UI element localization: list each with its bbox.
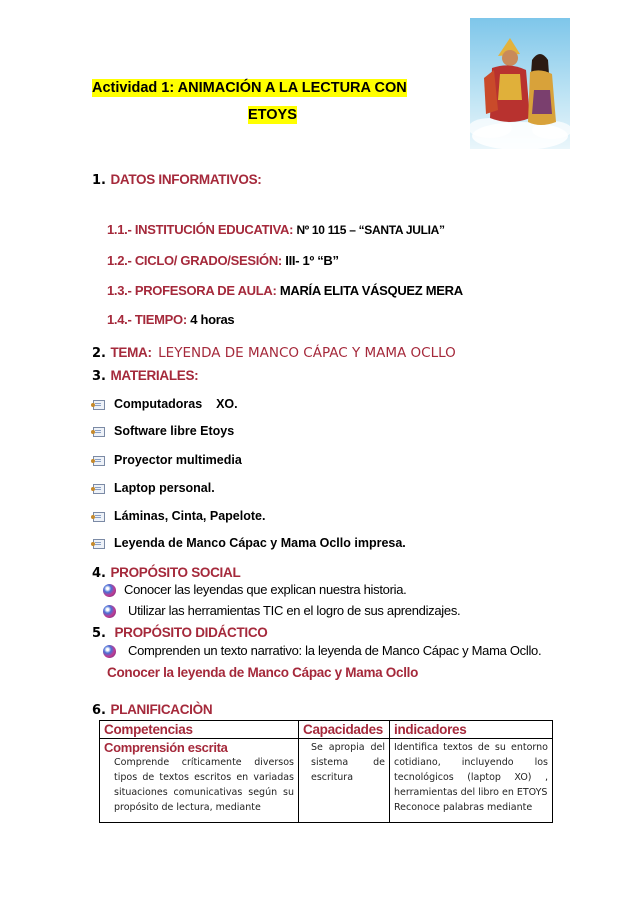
material-text: Laptop personal.: [114, 481, 215, 495]
table-header-row: [100, 721, 553, 739]
section-proposito-didactico: [92, 624, 268, 642]
list-item: [92, 453, 242, 467]
bullet-icon: [92, 399, 105, 410]
title-line-1: Actividad 1: ANIMACIÓN A LA LECTURA CON: [92, 80, 407, 96]
ciclo-row: [107, 253, 339, 268]
institucion-value: Nº 10 115 – “SANTA JULIA”: [296, 223, 445, 237]
list-item: [92, 536, 406, 550]
tema-value: LEYENDA DE MANCO CÁPAC Y MAMA OCLLO: [158, 345, 456, 361]
material-text: Software libre Etoys: [114, 424, 235, 438]
cell-competencia: [100, 739, 299, 823]
section-number: 2.: [92, 346, 106, 361]
institucion-row: [107, 222, 445, 237]
list-item: [92, 424, 234, 438]
cell-capacidad: [299, 739, 390, 823]
tema-label: TEMA:: [110, 345, 152, 360]
materiales-label: MATERIALES:: [110, 368, 199, 383]
didactico-label: PROPÓSITO DIDÁCTICO: [114, 625, 268, 640]
section-number: 6.: [92, 703, 106, 718]
globe-bullet-icon: [103, 645, 116, 658]
section-proposito-social: [92, 564, 240, 582]
list-item: [103, 582, 406, 597]
material-text: Proyector multimedia: [114, 453, 242, 467]
profesora-row: [107, 283, 463, 298]
list-item: [92, 481, 215, 495]
social-text: Conocer las leyendas que explican nuestra historia.: [124, 582, 407, 597]
section-number: 4.: [92, 566, 106, 581]
tiempo-value: 4 horas: [190, 312, 235, 327]
bullet-icon: [92, 426, 105, 437]
social-label: PROPÓSITO SOCIAL: [110, 565, 241, 580]
cell-indicadores: [390, 739, 553, 823]
capacidad-text: Se apropia del sistema de escritura: [311, 742, 385, 783]
competencia-title: Comprensión escrita: [104, 740, 228, 755]
list-item: [103, 603, 460, 618]
bullet-icon: [92, 455, 105, 466]
indicador-text-2: Reconoce palabras mediante: [394, 802, 533, 813]
institucion-label: 1.1.- INSTITUCIÓN EDUCATIVA:: [107, 222, 294, 237]
section-datos-informativos: [92, 171, 261, 189]
profesora-value: MARÍA ELITA VÁSQUEZ MERA: [279, 283, 463, 298]
tiempo-label: 1.4.- TIEMPO:: [107, 312, 187, 327]
manco-capac-mama-ocllo-illustration: [470, 18, 570, 149]
material-text: Computadoras XO.: [114, 397, 238, 411]
section-number: 3.: [92, 369, 106, 384]
planificacion-label: PLANIFICACIÒN: [110, 702, 213, 717]
globe-bullet-icon: [103, 584, 116, 597]
section-number: 5.: [92, 626, 106, 641]
tiempo-row: [107, 312, 234, 327]
competencia-text: Comprende críticamente diversos tipos de textos escritos en variadas situaciones comunicativas según su propósito de lectura, mediante: [114, 757, 294, 813]
list-item: [92, 509, 265, 523]
bullet-icon: [92, 483, 105, 494]
social-text: Utilizar las herramientas TIC en el logro de sus aprendizajes.: [128, 603, 461, 618]
header-competencias: Competencias: [100, 721, 299, 739]
list-item: [92, 397, 238, 411]
ciclo-label: 1.2.- CICLO/ GRADO/SESIÓN:: [107, 253, 282, 268]
bullet-icon: [92, 511, 105, 522]
section-label: DATOS INFORMATIVOS:: [110, 172, 262, 187]
profesora-label: 1.3.- PROFESORA DE AULA:: [107, 283, 277, 298]
globe-bullet-icon: [103, 605, 116, 618]
material-text: Láminas, Cinta, Papelote.: [114, 509, 266, 523]
header-capacidades: Capacidades: [299, 721, 390, 739]
planificacion-table: [99, 720, 553, 823]
section-number: 1.: [92, 173, 106, 188]
table-row: [100, 739, 553, 823]
section-materiales: [92, 367, 198, 385]
ciclo-value: III- 1º “B”: [285, 253, 339, 268]
didactico-text: Comprenden un texto narrativo: la leyenda de Manco Cápac y Mama Ocllo.: [128, 643, 542, 658]
section-planificacion: [92, 701, 212, 719]
list-item: [103, 643, 541, 658]
didactico-highlight: Conocer la leyenda de Manco Cápac y Mama Ocllo: [107, 665, 419, 680]
section-tema: [92, 344, 456, 362]
material-text: Leyenda de Manco Cápac y Mama Ocllo impresa.: [114, 536, 406, 550]
header-indicadores: indicadores: [390, 721, 553, 739]
indicador-text-1: Identifica textos de su entorno cotidiano, incluyendo los tecnológicos (laptop XO) , herramientas del libro en ETOYS: [394, 742, 548, 798]
bullet-icon: [92, 538, 105, 549]
title-line-2: ETOYS: [248, 107, 297, 123]
